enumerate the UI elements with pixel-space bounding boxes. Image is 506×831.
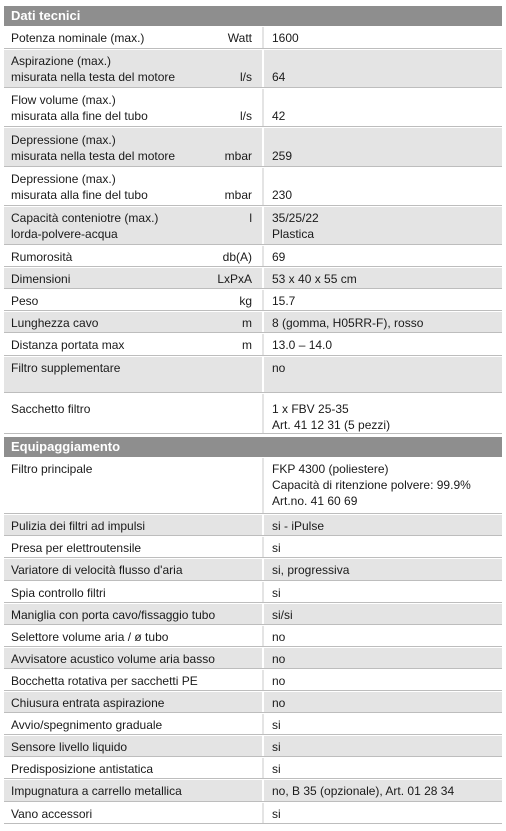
row-label: Filtro principale xyxy=(11,462,93,476)
row-value: si xyxy=(262,803,498,824)
row-unit: LxPxA xyxy=(217,271,252,286)
table-row xyxy=(4,312,502,333)
row-unit: l/s xyxy=(240,109,252,123)
row-value: si xyxy=(262,758,498,779)
row-unit xyxy=(169,357,252,393)
row-value: 64 xyxy=(262,50,498,88)
table-row xyxy=(4,559,502,581)
row-value: 8 (gomma, H05RR-F), rosso xyxy=(262,312,498,333)
table-row xyxy=(4,626,502,647)
row-value: 35/25/22 Plastica xyxy=(262,207,498,245)
row-label: Distanza portata max xyxy=(11,338,125,352)
row-label: Spia controllo filtri xyxy=(11,585,106,600)
row-value: no xyxy=(262,626,498,647)
row-label: Filtro supplementare xyxy=(11,361,121,375)
row-value: si xyxy=(262,537,498,558)
row-label: Variatore di velocità flusso d'aria xyxy=(11,563,183,577)
row-value: 230 xyxy=(262,168,498,206)
table-row xyxy=(4,648,502,669)
row-value: si xyxy=(262,582,498,603)
table-row xyxy=(4,50,502,88)
row-value: si xyxy=(262,736,498,757)
row-label: Potenza nominale (max.) xyxy=(11,31,145,45)
row-unit: kg xyxy=(239,293,252,308)
table-row xyxy=(4,803,502,824)
row-value: 1600 xyxy=(262,27,498,49)
row-value: no xyxy=(262,648,498,669)
row-value: si/si xyxy=(262,604,498,625)
table-row xyxy=(4,394,502,434)
row-label: Bocchetta rotativa per sacchetti PE xyxy=(11,673,198,688)
table-row xyxy=(4,537,502,558)
row-label: Depressione (max.) misurata alla fine del tubo xyxy=(11,172,148,202)
table-row xyxy=(4,736,502,757)
row-unit: mbar xyxy=(224,148,252,163)
table-row xyxy=(4,714,502,735)
row-label: Selettore volume aria / ø tubo xyxy=(11,629,169,644)
row-label: Avvisatore acustico volume aria basso xyxy=(11,651,215,666)
table-row xyxy=(4,604,502,625)
table-row xyxy=(4,758,502,779)
table-row xyxy=(4,246,502,267)
row-unit: l/s xyxy=(240,70,252,84)
table-row xyxy=(4,27,502,49)
row-value: no, B 35 (opzionale), Art. 01 28 34 xyxy=(262,780,498,802)
row-value: no xyxy=(262,357,498,393)
row-value: 53 x 40 x 55 cm xyxy=(262,268,498,289)
table-row xyxy=(4,458,502,514)
row-label: Capacità conteniotre (max.) lorda-polvere-acqua xyxy=(11,211,159,241)
row-value: 15.7 xyxy=(262,290,498,311)
section-header-tech: Dati tecnici xyxy=(4,6,502,26)
row-label: Aspirazione (max.) misurata nella testa del motore xyxy=(11,54,176,84)
row-label: Lunghezza cavo xyxy=(11,315,99,330)
row-unit: l xyxy=(249,211,252,225)
table-row xyxy=(4,334,502,356)
row-value: FKP 4300 (poliestere) Capacità di ritenzione polvere: 99.9% Art.no. 41 60 69 xyxy=(262,458,498,514)
row-unit: mbar xyxy=(224,188,252,202)
table-row xyxy=(4,780,502,802)
row-value: 42 xyxy=(262,89,498,127)
row-label: Avvio/spegnimento graduale xyxy=(11,717,163,732)
table-row xyxy=(4,207,502,245)
section-header-equipment: Equipaggiamento xyxy=(4,437,502,457)
row-unit: db(A) xyxy=(222,249,252,264)
row-label: Pulizia dei filtri ad impulsi xyxy=(11,518,146,533)
row-value: si - iPulse xyxy=(262,515,498,536)
row-unit: m xyxy=(242,338,252,352)
row-unit xyxy=(169,394,252,434)
row-value: no xyxy=(262,670,498,691)
row-label: Depressione (max.) misurata nella testa del motore xyxy=(11,132,176,163)
row-unit: m xyxy=(242,315,252,330)
row-unit: Watt xyxy=(227,31,252,45)
row-label: Vano accessori xyxy=(11,806,93,821)
row-label: Presa per elettroutensile xyxy=(11,540,142,555)
row-label: Sensore livello liquido xyxy=(11,739,128,754)
row-value: 13.0 – 14.0 xyxy=(262,334,498,356)
table-row xyxy=(4,128,502,167)
row-label: Rumorosità xyxy=(11,249,73,264)
row-label: Impugnatura a carrello metallica xyxy=(11,784,182,798)
table-row xyxy=(4,168,502,206)
table-row xyxy=(4,515,502,536)
row-value: 1 x FBV 25-35 Art. 41 12 31 (5 pezzi) xyxy=(262,394,498,434)
row-label: Dimensioni xyxy=(11,271,71,286)
row-label: Maniglia con porta cavo/fissaggio tubo xyxy=(11,607,216,622)
table-row xyxy=(4,290,502,311)
table-row xyxy=(4,268,502,289)
row-label: Sacchetto filtro xyxy=(11,402,91,416)
row-label: Flow volume (max.) misurata alla fine del tubo xyxy=(11,93,148,123)
row-value: 259 xyxy=(262,128,498,167)
row-value: no xyxy=(262,692,498,713)
table-row xyxy=(4,582,502,603)
row-label: Predisposizione antistatica xyxy=(11,761,154,776)
table-row xyxy=(4,692,502,713)
row-label: Peso xyxy=(11,293,39,308)
row-value: si, progressiva xyxy=(262,559,498,581)
table-row xyxy=(4,89,502,127)
row-value: 69 xyxy=(262,246,498,267)
row-label: Chiusura entrata aspirazione xyxy=(11,695,165,710)
row-value: si xyxy=(262,714,498,735)
table-row xyxy=(4,357,502,393)
table-row xyxy=(4,670,502,691)
